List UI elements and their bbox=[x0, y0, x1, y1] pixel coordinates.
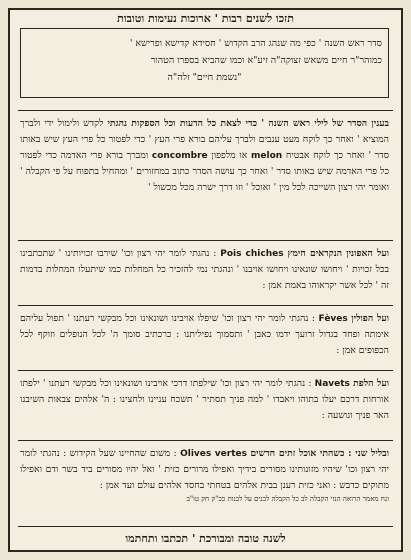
latin-term-navets: Navets bbox=[314, 379, 350, 389]
section-new-year-order bbox=[20, 116, 389, 196]
section-text: לקדש ולימול ידי ולברך המוציא ' ואחר כך לוקח מעט ענבים ולברך עליהם בורא פרי העץ ' כדי לפטור כל פרי העץ שיש באותו סדר ' ואחר כך לוקח אבטיח bbox=[20, 118, 389, 161]
divider bbox=[18, 440, 393, 441]
section-text: : נהגתי לומר יהי רצון וכו' שירבו זכויותינו ' שתכתבינו בכל זכויות ' ויחושו שונאינו ויחושו אויבנו ' ונהגתי נמי להזכיר כל המחלות כמו שיתעלו המחלות בדמות זה ' לכל אשר יקראוהו באמת אמן : bbox=[20, 248, 389, 291]
section-lead: ועל הלפת bbox=[353, 378, 389, 389]
section-lead: ובליל שני : כשהתי אוכל זתים חדשים bbox=[250, 448, 389, 459]
section-chickpeas bbox=[20, 246, 389, 294]
latin-term-olives-vertes: Olives vertes bbox=[180, 449, 247, 459]
section-text: ומברך בורא פרי האדמה כדי לפטור כל פרי האדמה שיש באותו סדר ' ואחר כך עושה הסדר כתוב במחזורים ' ומהחיל בתפוח על פי הקבלה ' ואומר יהי רצון השייכה לכל מין ' ואוכל ' וזו דרך ישרה מכל מכשול ' bbox=[20, 150, 389, 193]
section-olives bbox=[20, 446, 389, 504]
latin-term-pois-chiches: Pois chiches bbox=[220, 249, 284, 259]
section-turnips bbox=[20, 376, 389, 424]
section-text: : נהגתי לומר יהי רצון וכו' שילפתו דרכי אויבינו ושונאינו וכל מבקשי רעתנו ' ילפתו אורחות דרכם יעלו בתוהו ויאבדו ' למה פניך תסתיר ' תשכח עניינו ולחצינו : ה' אלהים צבאות השיבנו האר פניך ונושעה : bbox=[20, 378, 389, 421]
divider bbox=[18, 305, 393, 306]
intro-line-3: "נשמת חיים" זלה"ה bbox=[167, 72, 242, 83]
latin-term-feves: Fèves bbox=[318, 314, 348, 324]
intro-box bbox=[20, 28, 389, 98]
page-title: תזכו לשנים רבות ' ארוכות נעימות וטובות bbox=[117, 12, 294, 25]
section-lead: בענין הסדר של לילי ראש השנה ' כדי לצאת כל הדעות וכל הספקות נהגתי bbox=[107, 118, 389, 129]
intro-line-1: סדר ראש השנה ' כפי מה שנהג הרב הקדוש ' חסידא קדישא ופרישא ' bbox=[129, 38, 382, 49]
divider bbox=[18, 526, 393, 527]
section-lead: ועל הפולין bbox=[351, 313, 389, 324]
section-text: : נהגתי לומר יהי רצון וכו' שיפלו אויבינו ושונאינו וכל מבקשי רעתנו ' תפול עליהם אימתה ופחד בגדול זרועך ידמו כאבן ' ותסמוך נפיליתנו : כרכתיב סומך ה' לכל הנופלים וזוקף לכל הכפופים אמן : bbox=[20, 313, 389, 356]
divider bbox=[18, 240, 393, 241]
section-text: או מלפפון bbox=[211, 150, 248, 161]
footnote: ונח מאמר הרואה הנזי הקבלה לב כל הקבלה לבנים על לבנות ככ"ק חק טו"ב bbox=[186, 495, 389, 503]
latin-term-concombre: concombre bbox=[151, 151, 208, 161]
divider bbox=[18, 110, 393, 111]
intro-line-2: כמוהר"ר חיים משאש זצוקה"ה זיע"א וכמו שהביא בספרו הטהור bbox=[150, 55, 382, 66]
section-beans bbox=[20, 311, 389, 359]
divider bbox=[18, 370, 393, 371]
section-text: : משום שהחיינו שעל הקידוש : נהגתי לומר יהי רצון וכו' שיהיו מזונותינו מסורים בידיך ואפילו מרורים כזית ' ואל יהיו מסורים ביד בשר ודם ואפילו מתוקים כדבש : ואני כזית רענן בבית אלהים בטחתי בחסד אלהים עולם ועד אמן : bbox=[20, 448, 389, 491]
section-lead: ועל האפונין הנקראים חימץ bbox=[287, 248, 389, 259]
closing-blessing: לשנה טובה ומבורכת ' תכתבו ותחתמו bbox=[125, 532, 286, 545]
latin-term-melon: melon bbox=[251, 151, 283, 161]
